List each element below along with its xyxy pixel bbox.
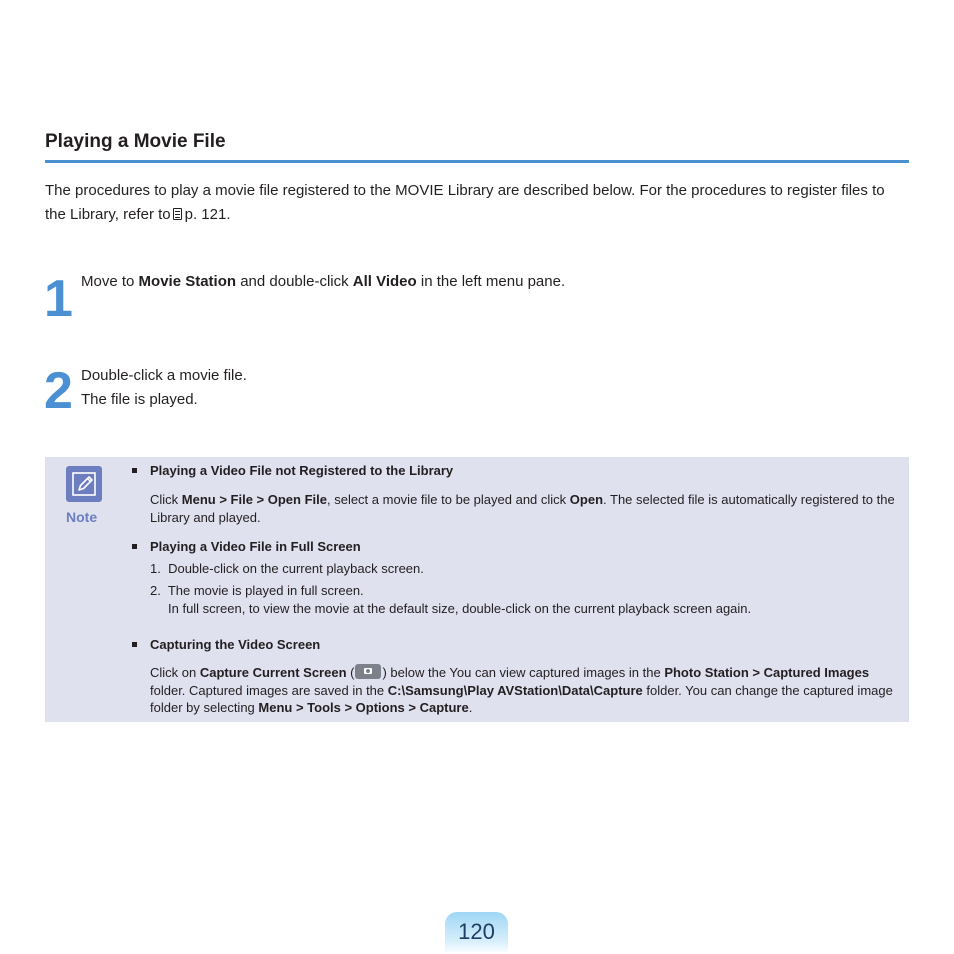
page-number: 120 [458,919,495,944]
n3-t5: folder. You can change the captured image folder by selecting [150,682,893,715]
n2-l2-num: 2. [150,583,161,598]
step-2-text [81,364,247,412]
note-item-2-list-2-sub: In full screen, to view the movie at the default size, double-click on the current playback screen again. [168,601,752,616]
step-2-line1: Double-click a movie file. [81,367,247,384]
step-2-line2: The file is played. [81,391,198,408]
n1-t1: Click [150,492,182,507]
step-1-t3: in the left menu pane. [416,273,566,290]
step-1-b1: Movie Station [138,273,237,290]
note-item-3-heading-text: Capturing the Video Screen [150,637,321,652]
n1-b2: Open [569,492,604,507]
step-2-number: 2 [44,362,71,420]
document-reference-icon [173,208,182,220]
note-item-1-body [150,491,902,526]
n3-t2: ( [346,665,355,680]
bullet-square-icon [132,544,137,549]
section-title: Playing a Movie File [45,131,226,152]
note-item-2-list-2 [150,582,902,600]
n1-b1: Menu > File > Open File [181,492,327,507]
n3-b2: Photo Station > Captured Images [664,665,870,680]
bullet-square-icon [132,642,137,647]
note-item-3-body [150,664,902,717]
n1-t3: . The selected file is automatically registered to the Library and played. [150,492,895,525]
n1-t2: , select a movie file to be played and click [326,492,570,507]
title-underline [45,160,909,163]
step-1-b2: All Video [352,273,417,290]
n3-t6: . [468,700,473,715]
intro-paragraph [45,179,909,227]
note-item-2-list-1 [150,560,902,578]
n3-b3: C:\Samsung\Play AVStation\Data\Capture [387,682,643,698]
bullet-square-icon [132,468,137,473]
step-1-t2: and double-click [236,273,353,290]
n3-t1: Click on [150,665,200,680]
step-1-text [81,270,565,294]
note-label: Note [66,509,98,525]
note-item-2-heading-text: Playing a Video File in Full Screen [150,539,361,554]
n3-b4: Menu > Tools > Options > Capture [258,700,469,715]
pencil-note-icon [66,466,102,502]
step-1-number: 1 [44,270,71,328]
step-1-t1: Move to [81,273,139,290]
n2-l1-text: Double-click on the current playback screen. [168,561,424,576]
n3-t4: folder. Captured images are saved in the [150,682,388,698]
note-item-1-heading-text: Playing a Video File not Registered to the Library [150,463,454,478]
camera-icon[interactable] [355,664,381,679]
n3-t3: ) below the You can view captured images in the [382,665,665,680]
n2-l1-num: 1. [150,561,161,576]
n2-l2-text: The movie is played in full screen. [167,583,364,598]
n3-b1: Capture Current Screen [199,665,347,680]
intro-ref-page[interactable]: p. 121. [184,206,231,223]
intro-text: The procedures to play a movie file registered to the MOVIE Library are described below. For the procedures to register files to the Library, refer to [45,182,885,223]
